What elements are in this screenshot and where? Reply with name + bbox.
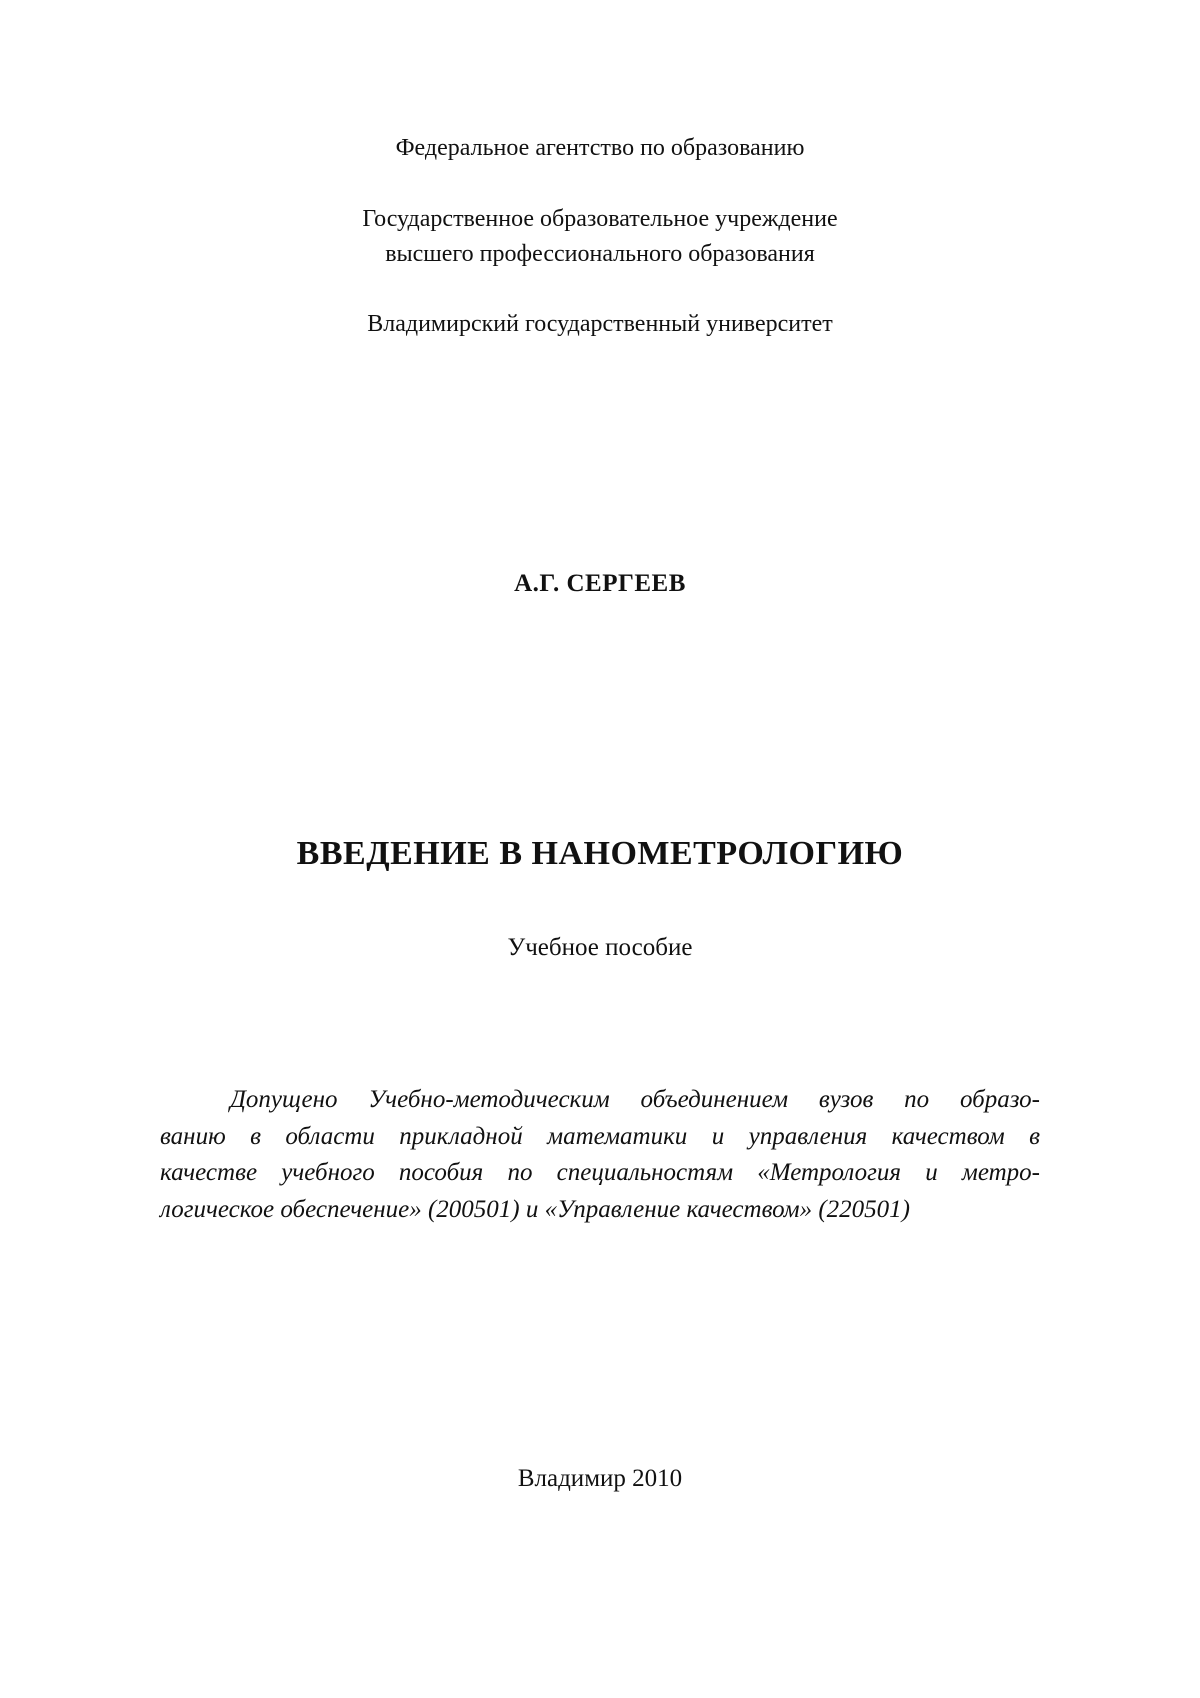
approval-line: логическое обеспечение» (200501) и «Управление качеством» (220501) (160, 1195, 910, 1223)
author-name: А.Г. СЕРГЕЕВ (514, 570, 686, 597)
approval-line: ванию в области прикладной математики и управления качеством в (160, 1122, 1040, 1150)
book-subtitle: Учебное пособие (507, 934, 693, 961)
city-and-year: Владимир 2010 (517, 1465, 683, 1492)
book-title: ВВЕДЕНИЕ В НАНОМЕТРОЛОГИЮ (296, 835, 904, 872)
institution-name-line-2: высшего профессионального образования (385, 241, 815, 267)
approval-line: Допущено Учебно-методическим объединением вузов по образо- (230, 1086, 1040, 1113)
agency-name: Федеральное агентство по образованию (395, 135, 805, 161)
approval-line: качестве учебного пособия по специальностям «Метрология и метро- (160, 1159, 1040, 1186)
university-name: Владимирский государственный университет (367, 311, 833, 337)
approval-statement (160, 1082, 1040, 1228)
institution-name-line-1: Государственное образовательное учреждение (362, 206, 838, 232)
